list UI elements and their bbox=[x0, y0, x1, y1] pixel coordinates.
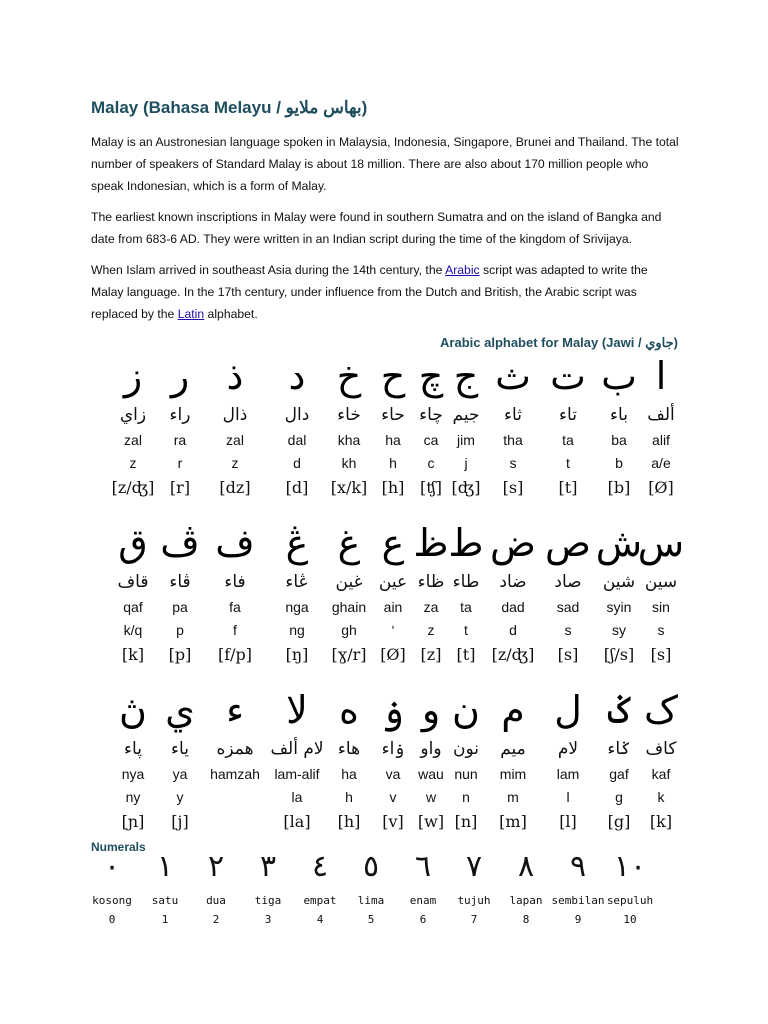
letter-arabic-name: باء bbox=[610, 405, 628, 425]
script-paragraph-text-1: When Islam arrived in southeast Asia during the 14th century, the bbox=[91, 263, 446, 277]
numeral-name: tiga bbox=[254, 894, 282, 907]
letter-name: ta bbox=[562, 432, 574, 448]
letter-latin: c bbox=[427, 455, 435, 471]
letter-ipa: [s] bbox=[557, 645, 579, 664]
numeral-glyph: ٥ bbox=[362, 849, 380, 884]
numeral-glyph: ٣ bbox=[259, 849, 277, 884]
letter-name: ba bbox=[611, 432, 627, 448]
letter-name: tha bbox=[503, 432, 523, 448]
letter-ipa: [z/ʤ] bbox=[491, 645, 535, 664]
numeral-value: 2 bbox=[212, 913, 220, 926]
letter-latin: b bbox=[615, 455, 623, 471]
letter-latin: l bbox=[566, 789, 570, 805]
letter-name: ca bbox=[423, 432, 439, 448]
letter-name: ha bbox=[341, 766, 357, 782]
letter-name: sin bbox=[652, 599, 670, 615]
letter-latin: f bbox=[233, 622, 237, 638]
letter-ipa: [w] bbox=[417, 812, 445, 831]
letter-name: hamzah bbox=[210, 766, 260, 782]
letter-latin: t bbox=[566, 455, 570, 471]
letter-glyph: ح bbox=[380, 354, 406, 398]
letter-name: dad bbox=[501, 599, 525, 615]
letter-ipa: [t] bbox=[456, 645, 476, 664]
letter-name: nun bbox=[454, 766, 478, 782]
letter-glyph: ڽ bbox=[119, 688, 147, 732]
letter-arabic-name: ڤاء bbox=[169, 572, 191, 592]
letter-latin: t bbox=[464, 622, 468, 638]
letter-arabic-name: كاف bbox=[645, 739, 677, 759]
letter-latin: m bbox=[507, 789, 519, 805]
letter-name: pa bbox=[172, 599, 188, 615]
letter-ipa: [f/p] bbox=[217, 645, 253, 664]
letter-glyph: ظ bbox=[413, 521, 449, 565]
letter-glyph: ط bbox=[448, 521, 484, 565]
letter-latin: gh bbox=[341, 622, 357, 638]
letter-name: ra bbox=[173, 432, 187, 448]
letter-arabic-name: فاء bbox=[224, 572, 246, 592]
letter-name: gaf bbox=[609, 766, 629, 782]
letter-latin: kh bbox=[341, 455, 357, 471]
letter-ipa: [dz] bbox=[219, 478, 251, 497]
letter-name: kha bbox=[337, 432, 361, 448]
numeral-glyph: ٦ bbox=[414, 849, 432, 884]
letter-ipa: [s] bbox=[650, 645, 672, 664]
letter-ipa: [z/ʤ] bbox=[111, 478, 155, 497]
numeral-name: kosong bbox=[92, 894, 132, 907]
letter-glyph: ق bbox=[118, 521, 148, 565]
letter-arabic-name: ثاء bbox=[504, 405, 522, 425]
letter-glyph: ۏ bbox=[381, 688, 405, 732]
letter-glyph: غ bbox=[337, 521, 361, 565]
letter-ipa: [h] bbox=[381, 478, 405, 497]
letter-glyph: ر bbox=[170, 354, 190, 398]
letter-glyph: ص bbox=[545, 521, 591, 565]
letter-ipa: [g] bbox=[607, 812, 631, 831]
letter-name: alif bbox=[652, 432, 670, 448]
letter-latin: n bbox=[462, 789, 470, 805]
letter-name: va bbox=[385, 766, 401, 782]
letter-glyph: م bbox=[501, 688, 525, 732]
letter-arabic-name: شين bbox=[602, 572, 636, 592]
letter-latin: y bbox=[176, 789, 184, 805]
letter-arabic-name: ڠاء bbox=[285, 572, 309, 592]
numeral-value: 8 bbox=[522, 913, 530, 926]
letter-arabic-name: طاء bbox=[452, 572, 480, 592]
letter-ipa: [Ø] bbox=[380, 645, 406, 664]
letter-glyph: ي bbox=[165, 688, 195, 732]
letter-ipa: [n] bbox=[454, 812, 478, 831]
letter-glyph: ن bbox=[452, 688, 480, 732]
history-paragraph: The earliest known inscriptions in Malay were found in southern Sumatra and on the island of Bangka and date from 683-6 AD. They were written in an Indian script during the time of the kingdom of Srivijaya. bbox=[91, 210, 662, 247]
letter-ipa: [m] bbox=[499, 812, 527, 831]
letter-glyph: ڤ bbox=[160, 521, 200, 565]
letter-name: zal bbox=[124, 432, 142, 448]
letter-ipa: [j] bbox=[171, 812, 189, 831]
letter-ipa: [s] bbox=[502, 478, 524, 497]
letter-name: nga bbox=[285, 599, 309, 615]
letter-arabic-name: همزه bbox=[216, 739, 254, 759]
letter-latin: g bbox=[615, 789, 623, 805]
letter-arabic-name: هاء bbox=[337, 739, 361, 759]
letter-ipa: [ɲ] bbox=[121, 812, 145, 831]
letter-name: mim bbox=[499, 766, 527, 782]
script-paragraph bbox=[91, 259, 681, 326]
arabic-link[interactable]: Arabic bbox=[445, 263, 480, 277]
letter-latin: d bbox=[509, 622, 517, 638]
letter-latin: w bbox=[425, 789, 437, 805]
letter-ipa: [v] bbox=[382, 812, 404, 831]
letter-arabic-name: ميم bbox=[500, 739, 526, 759]
letter-name: dal bbox=[287, 432, 307, 448]
numeral-name: empat bbox=[303, 894, 337, 907]
numeral-value: 4 bbox=[316, 913, 324, 926]
letter-arabic-name: نون bbox=[453, 739, 479, 759]
letter-arabic-name: ألف bbox=[647, 405, 675, 425]
letter-name: ta bbox=[460, 599, 472, 615]
letter-latin: v bbox=[389, 789, 397, 805]
numeral-value: 3 bbox=[264, 913, 272, 926]
letter-glyph: ع bbox=[381, 521, 405, 565]
letter-ipa: [r] bbox=[169, 478, 191, 497]
script-paragraph-text-3: alphabet. bbox=[204, 307, 258, 322]
letter-arabic-name: ذال bbox=[222, 405, 248, 425]
letter-arabic-name: راء bbox=[169, 405, 191, 425]
numeral-value: 5 bbox=[367, 913, 375, 926]
letter-latin: ‘ bbox=[391, 622, 395, 638]
letter-name: ghain bbox=[331, 599, 367, 615]
letter-glyph: ذ bbox=[226, 354, 244, 398]
letter-ipa: [k] bbox=[121, 645, 145, 664]
letter-latin: k/q bbox=[123, 622, 143, 638]
letter-arabic-name: قاف bbox=[117, 572, 149, 592]
letter-glyph: ڠ bbox=[285, 521, 309, 565]
numeral-glyph: ٢ bbox=[207, 849, 225, 884]
letter-latin: sy bbox=[612, 622, 626, 638]
letter-latin: ng bbox=[289, 622, 305, 638]
letter-ipa: [ʤ] bbox=[451, 478, 481, 497]
letter-name: syin bbox=[606, 599, 632, 615]
letter-latin: p bbox=[176, 622, 184, 638]
letter-name: jim bbox=[457, 432, 475, 448]
letter-arabic-name: زاي bbox=[119, 405, 147, 425]
letter-ipa: [k] bbox=[649, 812, 673, 831]
letter-name: kaf bbox=[651, 766, 671, 782]
numeral-name: lima bbox=[357, 894, 385, 907]
letter-latin: ny bbox=[125, 789, 141, 805]
numerals-title: Numerals bbox=[91, 840, 146, 854]
letter-ipa: [l] bbox=[559, 812, 577, 831]
letter-name: lam-alif bbox=[274, 766, 320, 782]
letter-arabic-name: ياء bbox=[171, 739, 189, 759]
numeral-glyph: ١ bbox=[156, 849, 174, 884]
letter-name: za bbox=[423, 599, 439, 615]
numeral-name: dua bbox=[206, 894, 226, 907]
letter-latin: d bbox=[293, 455, 301, 471]
letter-ipa: [z] bbox=[420, 645, 442, 664]
letter-ipa: [ŋ] bbox=[285, 645, 309, 664]
letter-latin: z bbox=[129, 455, 137, 471]
numeral-value: 7 bbox=[470, 913, 478, 926]
letter-latin: s bbox=[509, 455, 517, 471]
numeral-value: 0 bbox=[108, 913, 116, 926]
letter-glyph: لا bbox=[286, 688, 308, 732]
letter-name: wau bbox=[418, 766, 444, 782]
intro-paragraph: Malay is an Austronesian language spoken in Malaysia, Indonesia, Singapore, Brunei and Thailand. The total number of speakers of Standard Malay is about 18 million. There are also about 170 million people who speak Indonesian, which is a form of Malay. bbox=[91, 135, 679, 194]
letter-arabic-name: تاء bbox=[559, 405, 577, 425]
letter-latin: j bbox=[464, 455, 468, 471]
numeral-value: 9 bbox=[574, 913, 582, 926]
numeral-value: 10 bbox=[623, 913, 637, 926]
letter-name: sad bbox=[556, 599, 580, 615]
letter-latin: r bbox=[177, 455, 183, 471]
letter-glyph: و bbox=[421, 688, 441, 732]
letter-ipa: [t] bbox=[558, 478, 578, 497]
script-paragraph-text-2: script was adapted to write the Malay language. In the 17th century, under influence from the Dutch and British, the Arabic script was replaced by the bbox=[91, 263, 648, 322]
letter-glyph: ت bbox=[550, 354, 586, 398]
letter-ipa: [la] bbox=[283, 812, 311, 831]
page-title: Malay (Bahasa Melayu / بهاس ملايو) bbox=[91, 98, 368, 117]
numeral-glyph: ٩ bbox=[569, 849, 587, 884]
letter-arabic-name: لام bbox=[557, 739, 579, 759]
letter-arabic-name: سين bbox=[644, 572, 678, 592]
numeral-glyph: ٤ bbox=[311, 849, 329, 884]
letter-ipa: [h] bbox=[337, 812, 361, 831]
letter-arabic-name: واو bbox=[420, 739, 442, 759]
letter-glyph: ف bbox=[215, 521, 255, 565]
letter-latin: z bbox=[427, 622, 435, 638]
letter-arabic-name: خاء bbox=[337, 405, 361, 425]
letter-glyph: ا bbox=[655, 354, 667, 398]
letter-arabic-name: حاء bbox=[381, 405, 405, 425]
numeral-name: sepuluh bbox=[606, 894, 654, 907]
letter-arabic-name: چاء bbox=[419, 405, 443, 425]
letter-arabic-name: ڽاء bbox=[124, 739, 142, 759]
letter-latin: k bbox=[657, 789, 665, 805]
letter-name: lam bbox=[556, 766, 580, 782]
letter-latin: s bbox=[564, 622, 572, 638]
letter-arabic-name: غين bbox=[335, 572, 363, 592]
letter-glyph: ج bbox=[453, 354, 479, 398]
letter-glyph: ب bbox=[601, 354, 637, 398]
letter-glyph: ض bbox=[490, 521, 536, 565]
letter-name: fa bbox=[229, 599, 241, 615]
letter-name: nya bbox=[121, 766, 145, 782]
latin-link[interactable]: Latin bbox=[177, 307, 205, 322]
letter-latin: s bbox=[657, 622, 665, 638]
letter-latin: h bbox=[389, 455, 397, 471]
letter-glyph: ه bbox=[339, 688, 359, 732]
letter-glyph: چ bbox=[418, 354, 444, 398]
letter-arabic-name: ݢاء bbox=[607, 739, 631, 759]
letter-glyph: ݢ bbox=[607, 688, 631, 732]
letter-ipa: [Ø] bbox=[648, 478, 674, 497]
letter-ipa: [b] bbox=[607, 478, 631, 497]
letter-arabic-name: عين bbox=[378, 572, 408, 592]
letter-name: ya bbox=[172, 766, 188, 782]
letter-name: qaf bbox=[123, 599, 143, 615]
letter-arabic-name: جيم bbox=[452, 405, 480, 425]
letter-ipa: [d] bbox=[285, 478, 309, 497]
numeral-name: enam bbox=[409, 894, 437, 907]
letter-ipa: [ʧ] bbox=[419, 478, 443, 497]
numeral-name: lapan bbox=[509, 894, 543, 907]
numeral-glyph: ١٠ bbox=[613, 849, 647, 884]
letter-arabic-name: ۏاء bbox=[381, 739, 405, 759]
letter-latin: la bbox=[291, 789, 303, 805]
numeral-value: 1 bbox=[161, 913, 169, 926]
alphabet-title: Arabic alphabet for Malay (Jawi / جاوي) bbox=[440, 335, 678, 350]
letter-latin: z bbox=[231, 455, 239, 471]
letter-glyph: خ bbox=[336, 354, 362, 398]
letter-name: ha bbox=[385, 432, 401, 448]
letter-latin: h bbox=[345, 789, 353, 805]
letter-ipa: [ʃ/s] bbox=[603, 645, 635, 664]
numeral-name: satu bbox=[151, 894, 179, 907]
letter-glyph: د bbox=[288, 354, 306, 398]
letter-arabic-name: لام ألف bbox=[270, 739, 324, 759]
numeral-glyph: ٠ bbox=[103, 849, 121, 884]
letter-name: ain bbox=[383, 599, 403, 615]
letter-latin: a/e bbox=[651, 455, 671, 471]
letter-glyph: ک bbox=[643, 688, 678, 732]
letter-arabic-name: ضاد bbox=[499, 572, 527, 592]
letter-glyph: ل bbox=[554, 688, 582, 732]
numeral-value: 6 bbox=[419, 913, 427, 926]
letter-ipa: [x/k] bbox=[330, 478, 368, 497]
letter-ipa: [ɣ/r] bbox=[331, 645, 367, 664]
letter-glyph: ء bbox=[226, 688, 244, 732]
letter-arabic-name: دال bbox=[284, 405, 310, 425]
letter-glyph: ش bbox=[595, 521, 643, 565]
letter-glyph: س bbox=[637, 521, 685, 565]
letter-glyph: ز bbox=[123, 354, 143, 398]
letter-name: zal bbox=[226, 432, 244, 448]
numeral-name: tujuh bbox=[457, 894, 491, 907]
letter-arabic-name: صاد bbox=[554, 572, 582, 592]
letter-glyph: ث bbox=[495, 354, 531, 398]
letter-ipa: [p] bbox=[168, 645, 192, 664]
numeral-glyph: ٨ bbox=[517, 849, 535, 884]
letter-arabic-name: ظاء bbox=[417, 572, 445, 592]
numeral-glyph: ٧ bbox=[465, 849, 483, 884]
numeral-name: sembilan bbox=[551, 894, 605, 907]
